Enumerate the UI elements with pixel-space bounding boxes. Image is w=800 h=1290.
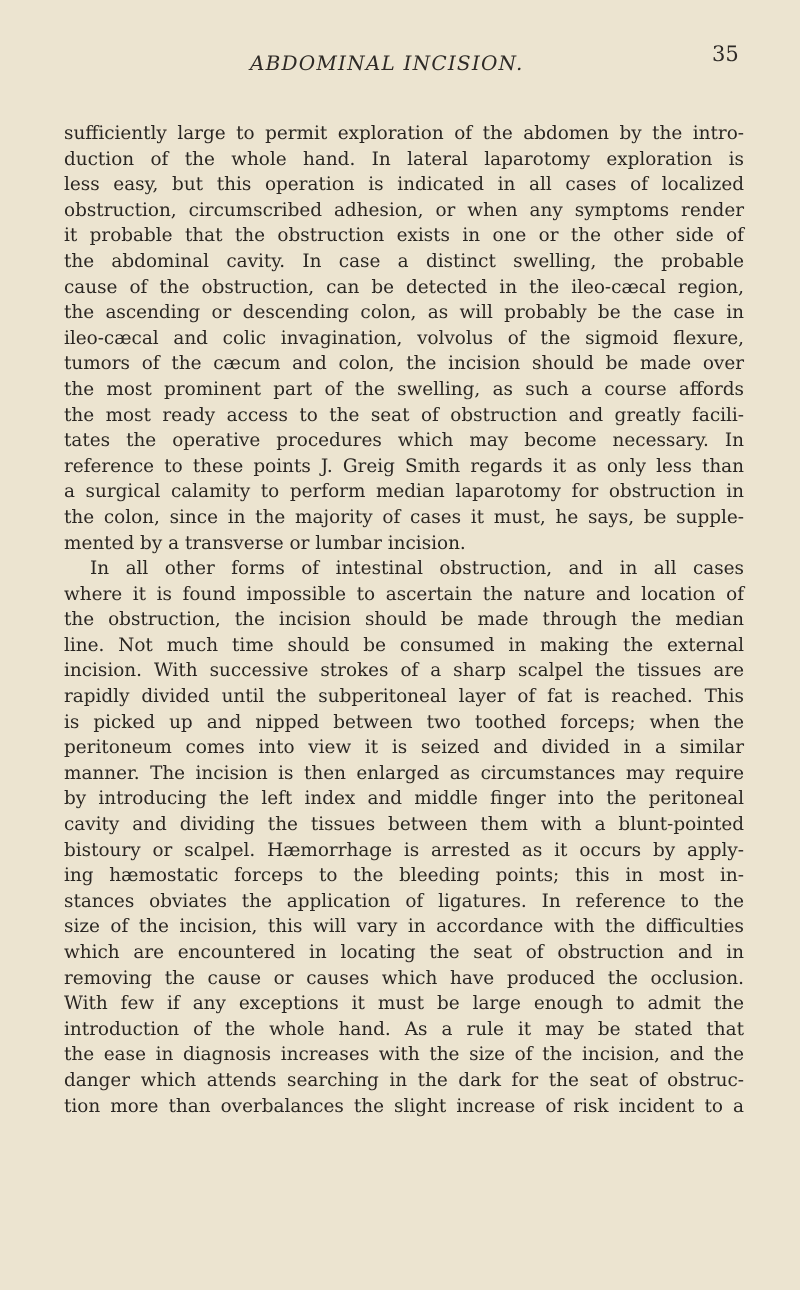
paragraph-2 <box>64 556 744 1119</box>
text-line: removing the cause or causes which have produced the occlusion. <box>64 967 744 989</box>
text-line: is picked up and nipped between two toothed forceps; when the <box>64 711 744 733</box>
text-line: the colon, since in the majority of cases it must, he says, be supple- <box>64 506 744 528</box>
text-line: ing hæmostatic forceps to the bleeding points; this in most in- <box>64 865 744 887</box>
text-line: With few if any exceptions it must be large enough to admit the <box>64 993 744 1015</box>
text-line: the most prominent part of the swelling, as such a course affords <box>64 378 744 400</box>
text-line: tates the operative procedures which may become necessary. In <box>64 430 744 452</box>
text-line: size of the incision, this will vary in accordance with the difficulties <box>64 916 744 938</box>
body-text <box>64 121 744 1119</box>
text-line: reference to these points J. Greig Smith regards it as only less than <box>64 455 744 477</box>
text-line: which are encountered in locating the seat of obstruction and in <box>64 942 744 963</box>
text-line: the abdominal cavity. In case a distinct swelling, the probable <box>64 250 744 272</box>
text-line: less easy, but this operation is indicated in all cases of localized <box>64 174 744 196</box>
text-line: mented by a transverse or lumbar incision. <box>64 532 466 554</box>
text-line: the ascending or descending colon, as will probably be the case in <box>64 302 744 324</box>
text-line: the most ready access to the seat of obstruction and greatly facili- <box>64 404 744 426</box>
text-line: by introducing the left index and middle finger into the peritoneal <box>64 788 744 810</box>
text-line: obstruction, circumscribed adhesion, or when any symptoms render <box>64 199 744 221</box>
text-line: In all other forms of intestinal obstruction, and in all cases <box>90 558 744 580</box>
page-number: 35 <box>712 42 739 66</box>
text-line: tumors of the cæcum and colon, the incision should be made over <box>64 353 744 375</box>
text-line: cause of the obstruction, can be detected in the ileo-cæcal region, <box>64 276 744 298</box>
text-line: manner. The incision is then enlarged as circumstances may require <box>64 762 744 784</box>
text-line: sufficiently large to permit exploration of the abdomen by the intro- <box>64 123 744 144</box>
text-line: duction of the whole hand. In lateral laparotomy exploration is <box>64 148 744 170</box>
text-line: tion more than overbalances the slight increase of risk incident to a <box>64 1095 744 1117</box>
text-line: introduction of the whole hand. As a rule it may be stated that <box>64 1018 744 1040</box>
text-line: danger which attends searching in the dark for the seat of obstruc- <box>64 1069 744 1091</box>
paragraph-1 <box>64 121 744 556</box>
text-line: bistoury or scalpel. Hæmorrhage is arrested as it occurs by apply- <box>64 839 744 861</box>
text-line: line. Not much time should be consumed in making the external <box>64 634 744 656</box>
running-head: ABDOMINAL INCISION. <box>250 51 524 75</box>
text-line: incision. With successive strokes of a sharp scalpel the tissues are <box>64 660 744 682</box>
text-line: the obstruction, the incision should be made through the median <box>64 609 744 631</box>
text-line: it probable that the obstruction exists in one or the other side of <box>64 225 744 247</box>
text-line: the ease in diagnosis increases with the size of the incision, and the <box>64 1044 744 1066</box>
text-line: stances obviates the application of ligatures. In reference to the <box>64 890 744 912</box>
text-line: where it is found impossible to ascertain the nature and location of <box>64 583 744 605</box>
text-line: ileo-cæcal and colic invagination, volvolus of the sigmoid flexure, <box>64 327 744 349</box>
text-line: cavity and dividing the tissues between them with a blunt-pointed <box>64 814 744 836</box>
text-line: rapidly divided until the subperitoneal layer of fat is reached. This <box>64 686 744 708</box>
text-line: a surgical calamity to perform median laparotomy for obstruction in <box>64 481 744 503</box>
text-line: peritoneum comes into view it is seized and divided in a similar <box>64 737 744 759</box>
